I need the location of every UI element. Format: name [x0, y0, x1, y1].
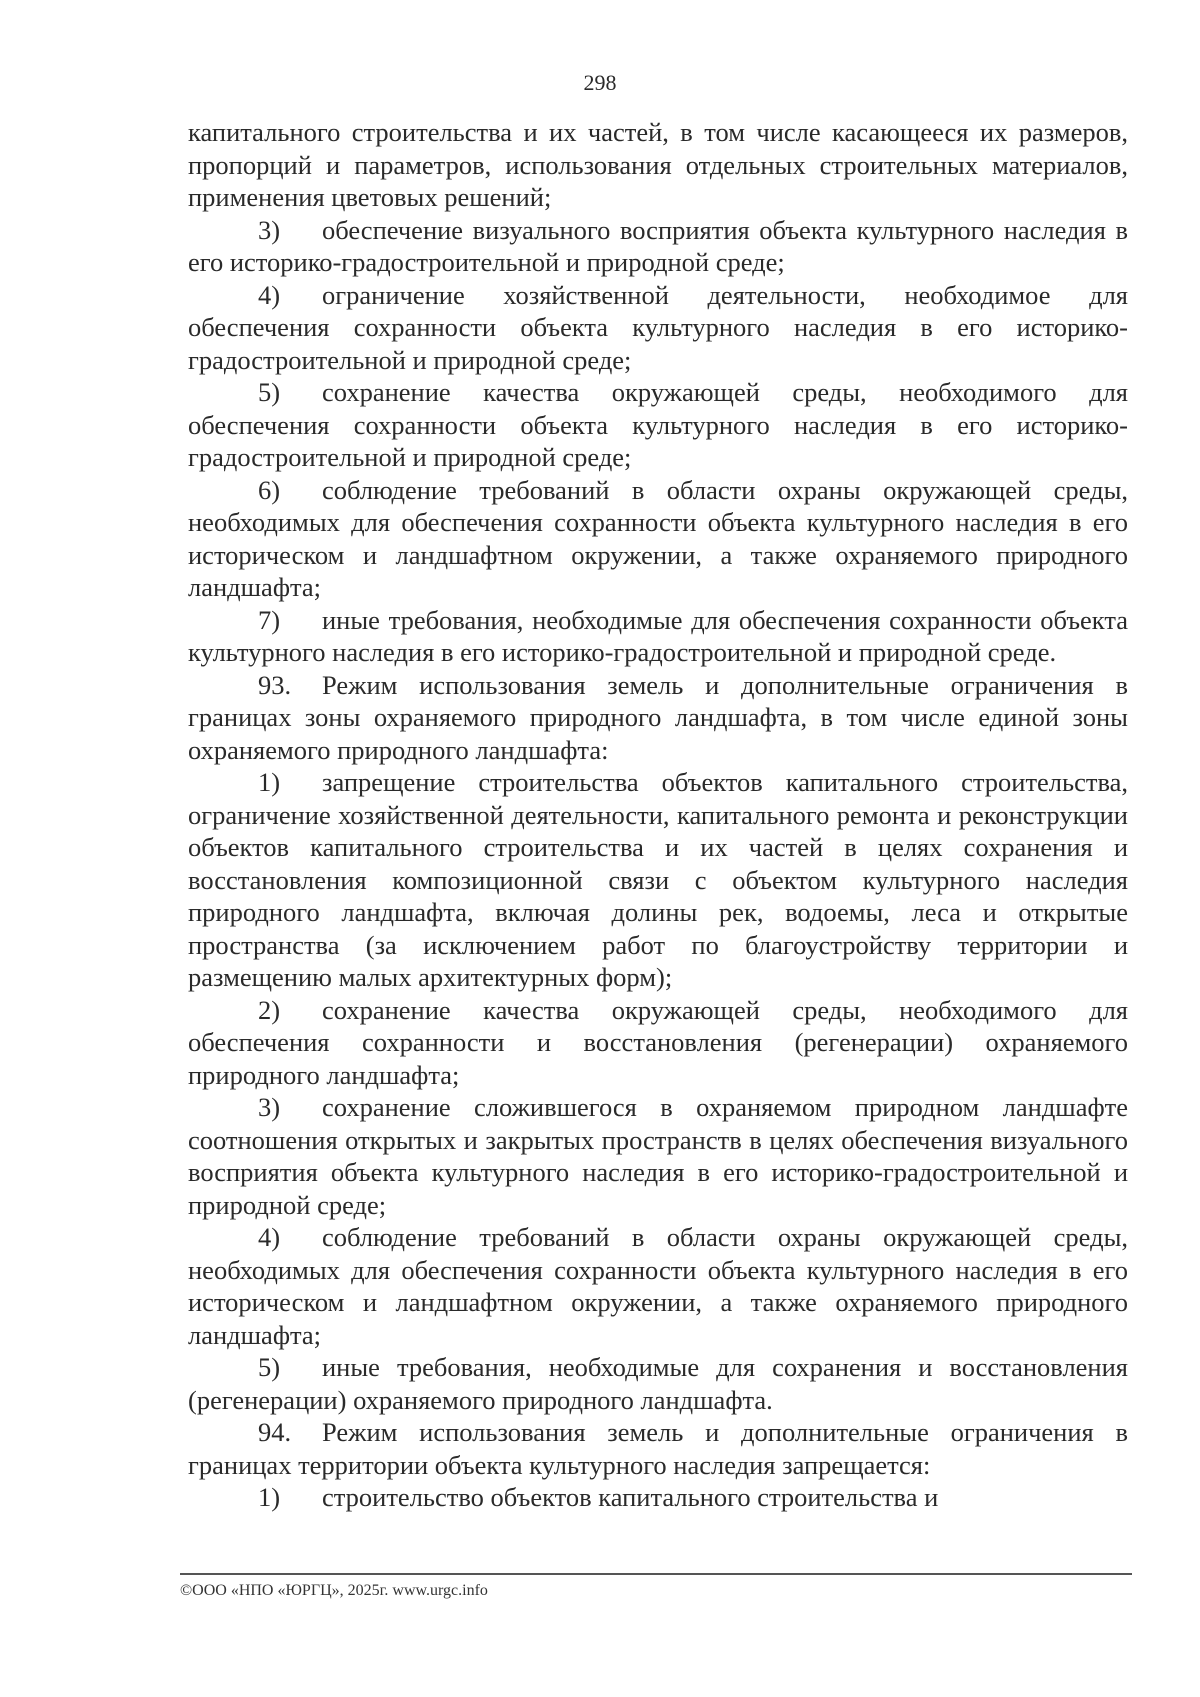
paragraph: [188, 116, 1128, 214]
paragraph: [188, 604, 1128, 669]
paragraph-number: 93.: [258, 669, 292, 700]
paragraph: [188, 669, 1128, 767]
paragraph: [188, 214, 1128, 279]
paragraph: [188, 766, 1128, 994]
footer-divider: [180, 1573, 1132, 1575]
footer-copyright: ©ООО «НПО «ЮРГЦ», 2025г. www.urgc.info: [180, 1582, 488, 1599]
paragraph: [188, 1481, 1128, 1514]
page-number: 298: [583, 70, 617, 95]
paragraph-number: 7): [258, 604, 281, 635]
paragraph-text: иные требования, необходимые для обеспечения сохранности объекта культурного наследия в его историко-градостроительной и природной среде.: [188, 604, 1128, 667]
paragraph-number: 6): [258, 474, 281, 505]
paragraph-text: строительство объектов капитального строительства и: [322, 1482, 939, 1512]
paragraph: [188, 1416, 1128, 1481]
paragraph: [188, 1091, 1128, 1221]
paragraph-text: сохранение сложившегося в охраняемом природном ландшафте соотношения открытых и закрытых пространств в целях обеспечения визуального восприятия объекта культурного наследия в его историко-градостроительной и природной среде;: [188, 1092, 1128, 1220]
paragraph-text: ограничение хозяйственной деятельности, необходимое для обеспечения сохранности объекта культурного наследия в его историко-градостроительной и природной среде;: [188, 279, 1128, 375]
paragraph: [188, 376, 1128, 474]
document-body: [188, 116, 1128, 1514]
paragraph-text: иные требования, необходимые для сохранения и восстановления (регенерации) охраняемого природного ландшафта.: [188, 1352, 1128, 1415]
paragraph: [188, 279, 1128, 377]
paragraph-text: соблюдение требований в области охраны окружающей среды, необходимых для обеспечения сохранности объекта культурного наследия в его историческом и ландшафтном окружении, а также охраняемого природного ландшафта;: [188, 1222, 1128, 1350]
paragraph-number: 5): [258, 1352, 281, 1382]
paragraph-number: 1): [258, 767, 281, 797]
paragraph-text: сохранение качества окружающей среды, необходимого для обеспечения сохранности и восстановления (регенерации) охраняемого природного ландшафта;: [188, 994, 1128, 1090]
paragraph-number: 1): [258, 1482, 281, 1512]
paragraph-text: капитального строительства и их частей, в том числе касающееся их размеров, пропорций и параметров, использования отдельных строительных материалов, применения цветовых решений;: [188, 117, 1128, 212]
paragraph-number: 2): [258, 994, 281, 1025]
paragraph: [188, 1221, 1128, 1351]
paragraph: [188, 1351, 1128, 1416]
paragraph-number: 5): [258, 377, 281, 407]
paragraph: [188, 474, 1128, 604]
paragraph-text: сохранение качества окружающей среды, необходимого для обеспечения сохранности объекта культурного наследия в его историко-градостроительной и природной среде;: [188, 377, 1128, 472]
paragraph-number: 4): [258, 1222, 281, 1252]
paragraph-number: 3): [258, 1092, 281, 1122]
paragraph-number: 94.: [258, 1417, 292, 1447]
paragraph-number: 4): [258, 279, 281, 310]
paragraph-text: запрещение строительства объектов капитального строительства, ограничение хозяйственной деятельности, капитального ремонта и реконструкции объектов капитального строительства и их частей в целях сохранения и восстановления композиционной связи с объектом культурного наследия природного ландшафта, включая долины рек, водоемы, леса и открытые пространства (за исключением работ по благоустройству территории и размещению малых архитектурных форм);: [188, 767, 1128, 992]
paragraph: [188, 994, 1128, 1092]
paragraph-text: Режим использования земель и дополнительные ограничения в границах зоны охраняемого природного ландшафта, в том числе единой зоны охраняемого природного ландшафта:: [188, 669, 1128, 765]
paragraph-number: 3): [258, 214, 281, 245]
paragraph-text: Режим использования земель и дополнительные ограничения в границах территории объекта культурного наследия запрещается:: [188, 1417, 1128, 1480]
paragraph-text: обеспечение визуального восприятия объекта культурного наследия в его историко-градостроительной и природной среде;: [188, 214, 1128, 277]
paragraph-text: соблюдение требований в области охраны окружающей среды, необходимых для обеспечения сохранности объекта культурного наследия в его историческом и ландшафтном окружении, а также охраняемого природного ландшафта;: [188, 474, 1128, 602]
